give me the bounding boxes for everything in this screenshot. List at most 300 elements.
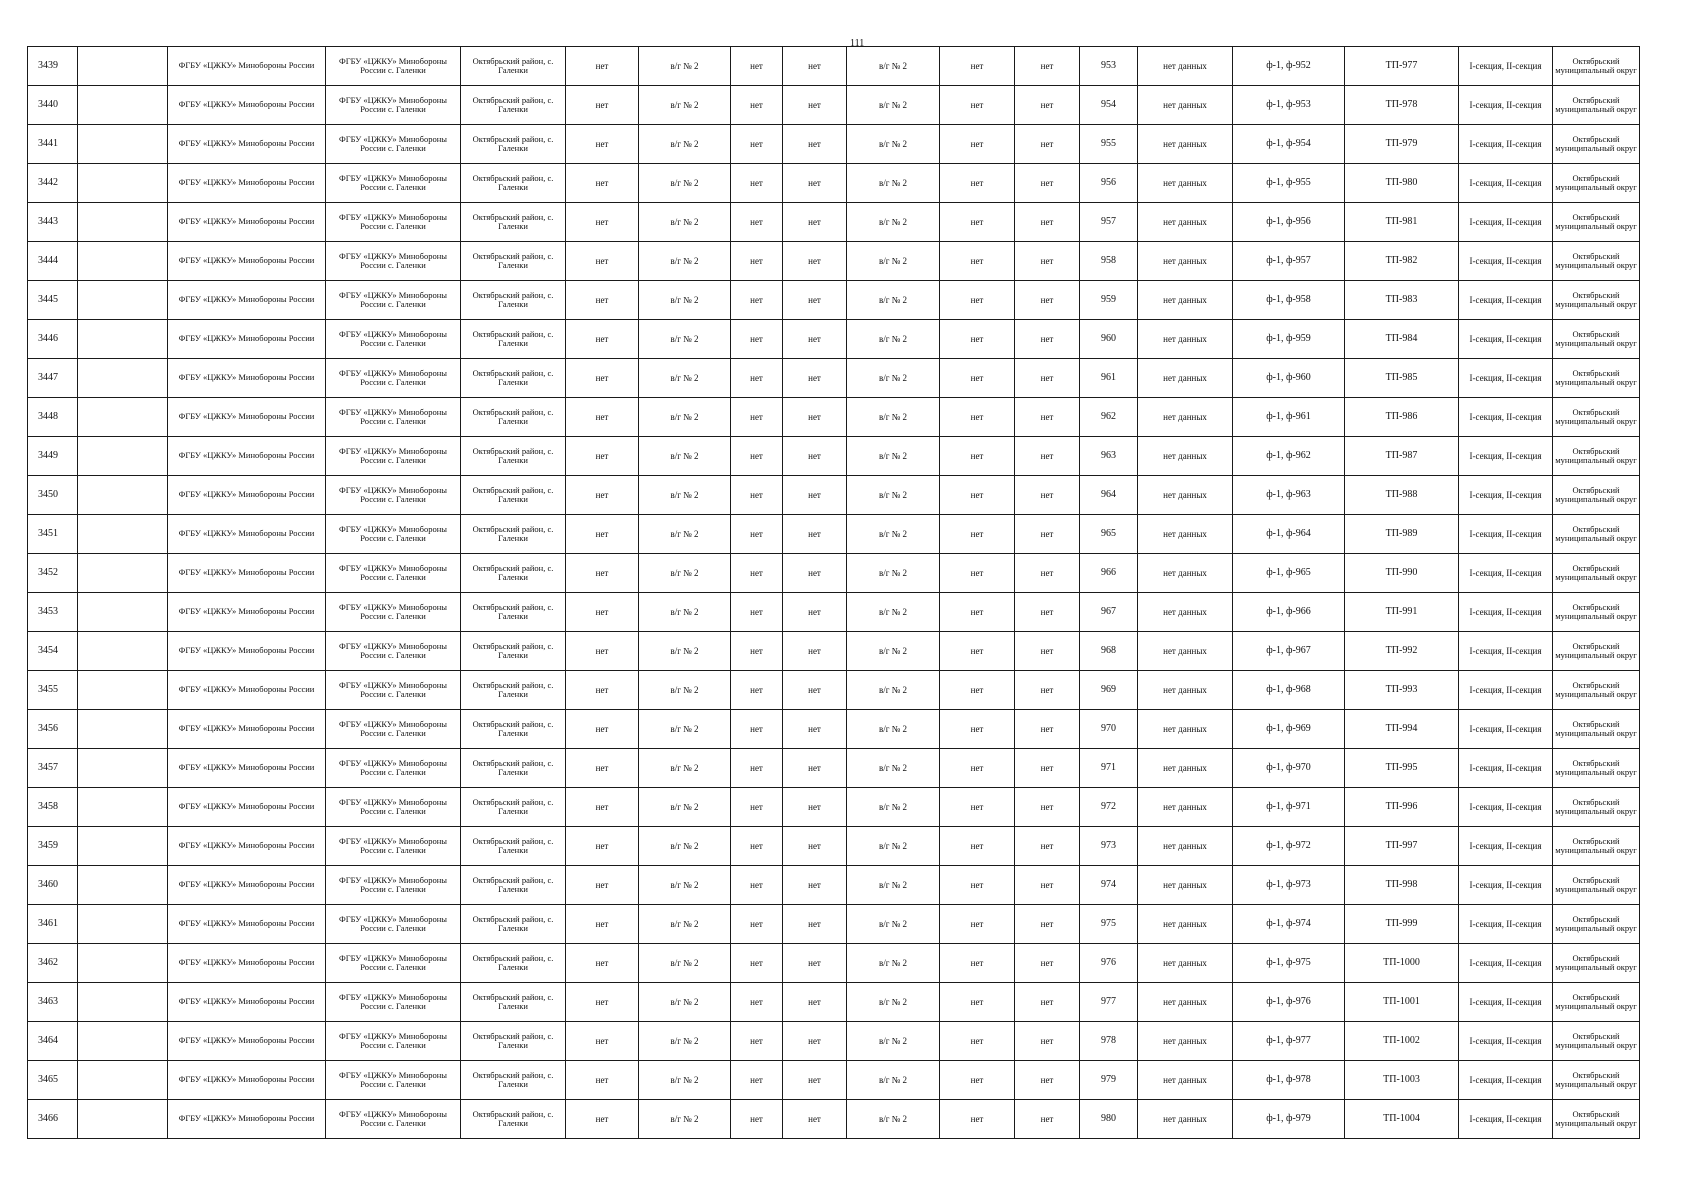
military-town-cell-2: в/г № 2 xyxy=(847,47,940,86)
blank-cell xyxy=(78,827,168,866)
operator-cell: ФГБУ «ЦЖКУ» Минобороны России с. Галенки xyxy=(326,476,461,515)
military-town-cell-1: в/г № 2 xyxy=(639,710,731,749)
municipal-district-cell: Октябрьский муниципальный округ xyxy=(1553,125,1640,164)
flag-cell-3: нет xyxy=(783,359,847,398)
military-town-cell-1: в/г № 2 xyxy=(639,86,731,125)
flag-cell-5: нет xyxy=(1015,242,1080,281)
blank-cell xyxy=(78,203,168,242)
flag-cell-4: нет xyxy=(940,320,1015,359)
blank-cell xyxy=(78,944,168,983)
address-cell: Октябрьский район, с. Галенки xyxy=(461,398,566,437)
object-number-cell: 974 xyxy=(1080,866,1138,905)
owner-cell: ФГБУ «ЦЖКУ» Минобороны России xyxy=(168,1022,326,1061)
flag-cell-1: нет xyxy=(566,164,639,203)
flag-cell-4: нет xyxy=(940,125,1015,164)
section-cell: I-секция, II-секция xyxy=(1459,788,1553,827)
data-status-cell: нет данных xyxy=(1138,749,1233,788)
table-row xyxy=(28,554,1640,593)
military-town-cell-1: в/г № 2 xyxy=(639,281,731,320)
flag-cell-2: нет xyxy=(731,125,783,164)
blank-cell xyxy=(78,164,168,203)
military-town-cell-1: в/г № 2 xyxy=(639,1100,731,1139)
substation-cell: ТП-989 xyxy=(1345,515,1459,554)
data-status-cell: нет данных xyxy=(1138,242,1233,281)
flag-cell-2: нет xyxy=(731,632,783,671)
military-town-cell-2: в/г № 2 xyxy=(847,281,940,320)
object-number-cell: 979 xyxy=(1080,1061,1138,1100)
municipal-district-cell: Октябрьский муниципальный округ xyxy=(1553,203,1640,242)
feeder-cell: ф-1, ф-961 xyxy=(1233,398,1345,437)
operator-cell: ФГБУ «ЦЖКУ» Минобороны России с. Галенки xyxy=(326,242,461,281)
flag-cell-4: нет xyxy=(940,1100,1015,1139)
owner-cell: ФГБУ «ЦЖКУ» Минобороны России xyxy=(168,164,326,203)
section-cell: I-секция, II-секция xyxy=(1459,203,1553,242)
table-row xyxy=(28,1022,1640,1061)
record-number-cell: 3460 xyxy=(28,866,78,905)
address-cell: Октябрьский район, с. Галенки xyxy=(461,86,566,125)
address-cell: Октябрьский район, с. Галенки xyxy=(461,164,566,203)
blank-cell xyxy=(78,749,168,788)
municipal-district-cell: Октябрьский муниципальный округ xyxy=(1553,632,1640,671)
flag-cell-4: нет xyxy=(940,827,1015,866)
section-cell: I-секция, II-секция xyxy=(1459,476,1553,515)
blank-cell xyxy=(78,281,168,320)
blank-cell xyxy=(78,671,168,710)
record-number-cell: 3448 xyxy=(28,398,78,437)
flag-cell-1: нет xyxy=(566,593,639,632)
data-status-cell: нет данных xyxy=(1138,476,1233,515)
record-number-cell: 3459 xyxy=(28,827,78,866)
feeder-cell: ф-1, ф-979 xyxy=(1233,1100,1345,1139)
substation-cell: ТП-1000 xyxy=(1345,944,1459,983)
section-cell: I-секция, II-секция xyxy=(1459,944,1553,983)
flag-cell-5: нет xyxy=(1015,281,1080,320)
flag-cell-3: нет xyxy=(783,671,847,710)
military-town-cell-2: в/г № 2 xyxy=(847,398,940,437)
substation-cell: ТП-990 xyxy=(1345,554,1459,593)
military-town-cell-1: в/г № 2 xyxy=(639,632,731,671)
operator-cell: ФГБУ «ЦЖКУ» Минобороны России с. Галенки xyxy=(326,866,461,905)
flag-cell-4: нет xyxy=(940,164,1015,203)
flag-cell-2: нет xyxy=(731,749,783,788)
flag-cell-2: нет xyxy=(731,281,783,320)
record-number-cell: 3442 xyxy=(28,164,78,203)
feeder-cell: ф-1, ф-957 xyxy=(1233,242,1345,281)
flag-cell-4: нет xyxy=(940,281,1015,320)
municipal-district-cell: Октябрьский муниципальный округ xyxy=(1553,437,1640,476)
object-number-cell: 954 xyxy=(1080,86,1138,125)
feeder-cell: ф-1, ф-952 xyxy=(1233,47,1345,86)
flag-cell-3: нет xyxy=(783,1022,847,1061)
flag-cell-4: нет xyxy=(940,1022,1015,1061)
flag-cell-1: нет xyxy=(566,866,639,905)
section-cell: I-секция, II-секция xyxy=(1459,125,1553,164)
feeder-cell: ф-1, ф-977 xyxy=(1233,1022,1345,1061)
feeder-cell: ф-1, ф-967 xyxy=(1233,632,1345,671)
blank-cell xyxy=(78,983,168,1022)
feeder-cell: ф-1, ф-974 xyxy=(1233,905,1345,944)
section-cell: I-секция, II-секция xyxy=(1459,632,1553,671)
flag-cell-5: нет xyxy=(1015,125,1080,164)
object-number-cell: 966 xyxy=(1080,554,1138,593)
operator-cell: ФГБУ «ЦЖКУ» Минобороны России с. Галенки xyxy=(326,359,461,398)
flag-cell-4: нет xyxy=(940,515,1015,554)
municipal-district-cell: Октябрьский муниципальный округ xyxy=(1553,515,1640,554)
object-number-cell: 969 xyxy=(1080,671,1138,710)
table-row xyxy=(28,866,1640,905)
object-number-cell: 956 xyxy=(1080,164,1138,203)
owner-cell: ФГБУ «ЦЖКУ» Минобороны России xyxy=(168,593,326,632)
section-cell: I-секция, II-секция xyxy=(1459,164,1553,203)
record-number-cell: 3447 xyxy=(28,359,78,398)
flag-cell-2: нет xyxy=(731,476,783,515)
operator-cell: ФГБУ «ЦЖКУ» Минобороны России с. Галенки xyxy=(326,632,461,671)
operator-cell: ФГБУ «ЦЖКУ» Минобороны России с. Галенки xyxy=(326,203,461,242)
record-number-cell: 3457 xyxy=(28,749,78,788)
table-row xyxy=(28,632,1640,671)
substation-cell: ТП-980 xyxy=(1345,164,1459,203)
flag-cell-2: нет xyxy=(731,320,783,359)
owner-cell: ФГБУ «ЦЖКУ» Минобороны России xyxy=(168,1100,326,1139)
military-town-cell-1: в/г № 2 xyxy=(639,866,731,905)
military-town-cell-1: в/г № 2 xyxy=(639,203,731,242)
table-row xyxy=(28,437,1640,476)
owner-cell: ФГБУ «ЦЖКУ» Минобороны России xyxy=(168,47,326,86)
section-cell: I-секция, II-секция xyxy=(1459,749,1553,788)
blank-cell xyxy=(78,437,168,476)
record-number-cell: 3440 xyxy=(28,86,78,125)
section-cell: I-секция, II-секция xyxy=(1459,593,1553,632)
owner-cell: ФГБУ «ЦЖКУ» Минобороны России xyxy=(168,710,326,749)
address-cell: Октябрьский район, с. Галенки xyxy=(461,242,566,281)
feeder-cell: ф-1, ф-969 xyxy=(1233,710,1345,749)
flag-cell-1: нет xyxy=(566,827,639,866)
address-cell: Октябрьский район, с. Галенки xyxy=(461,203,566,242)
feeder-cell: ф-1, ф-953 xyxy=(1233,86,1345,125)
military-town-cell-1: в/г № 2 xyxy=(639,749,731,788)
flag-cell-3: нет xyxy=(783,827,847,866)
substation-cell: ТП-994 xyxy=(1345,710,1459,749)
blank-cell xyxy=(78,320,168,359)
owner-cell: ФГБУ «ЦЖКУ» Минобороны России xyxy=(168,749,326,788)
flag-cell-1: нет xyxy=(566,437,639,476)
flag-cell-2: нет xyxy=(731,905,783,944)
flag-cell-1: нет xyxy=(566,983,639,1022)
military-town-cell-2: в/г № 2 xyxy=(847,788,940,827)
blank-cell xyxy=(78,476,168,515)
record-number-cell: 3450 xyxy=(28,476,78,515)
record-number-cell: 3458 xyxy=(28,788,78,827)
feeder-cell: ф-1, ф-962 xyxy=(1233,437,1345,476)
municipal-district-cell: Октябрьский муниципальный округ xyxy=(1553,320,1640,359)
flag-cell-1: нет xyxy=(566,398,639,437)
table-row xyxy=(28,1100,1640,1139)
flag-cell-2: нет xyxy=(731,203,783,242)
blank-cell xyxy=(78,710,168,749)
flag-cell-3: нет xyxy=(783,749,847,788)
record-number-cell: 3466 xyxy=(28,1100,78,1139)
flag-cell-2: нет xyxy=(731,164,783,203)
object-number-cell: 971 xyxy=(1080,749,1138,788)
object-number-cell: 973 xyxy=(1080,827,1138,866)
feeder-cell: ф-1, ф-966 xyxy=(1233,593,1345,632)
record-number-cell: 3464 xyxy=(28,1022,78,1061)
operator-cell: ФГБУ «ЦЖКУ» Минобороны России с. Галенки xyxy=(326,983,461,1022)
operator-cell: ФГБУ «ЦЖКУ» Минобороны России с. Галенки xyxy=(326,827,461,866)
address-cell: Октябрьский район, с. Галенки xyxy=(461,359,566,398)
table-row xyxy=(28,788,1640,827)
military-town-cell-1: в/г № 2 xyxy=(639,437,731,476)
flag-cell-1: нет xyxy=(566,203,639,242)
owner-cell: ФГБУ «ЦЖКУ» Минобороны России xyxy=(168,788,326,827)
owner-cell: ФГБУ «ЦЖКУ» Минобороны России xyxy=(168,320,326,359)
section-cell: I-секция, II-секция xyxy=(1459,554,1553,593)
flag-cell-2: нет xyxy=(731,710,783,749)
operator-cell: ФГБУ «ЦЖКУ» Минобороны России с. Галенки xyxy=(326,1022,461,1061)
flag-cell-5: нет xyxy=(1015,710,1080,749)
flag-cell-3: нет xyxy=(783,476,847,515)
address-cell: Октябрьский район, с. Галенки xyxy=(461,710,566,749)
data-status-cell: нет данных xyxy=(1138,593,1233,632)
section-cell: I-секция, II-секция xyxy=(1459,437,1553,476)
military-town-cell-2: в/г № 2 xyxy=(847,1022,940,1061)
municipal-district-cell: Октябрьский муниципальный округ xyxy=(1553,47,1640,86)
address-cell: Октябрьский район, с. Галенки xyxy=(461,1100,566,1139)
table-row xyxy=(28,86,1640,125)
object-number-cell: 970 xyxy=(1080,710,1138,749)
flag-cell-3: нет xyxy=(783,710,847,749)
address-cell: Октябрьский район, с. Галенки xyxy=(461,944,566,983)
military-town-cell-1: в/г № 2 xyxy=(639,125,731,164)
record-number-cell: 3452 xyxy=(28,554,78,593)
record-number-cell: 3455 xyxy=(28,671,78,710)
flag-cell-2: нет xyxy=(731,554,783,593)
data-status-cell: нет данных xyxy=(1138,47,1233,86)
flag-cell-5: нет xyxy=(1015,866,1080,905)
register-table-wrapper xyxy=(27,46,1639,1139)
data-status-cell: нет данных xyxy=(1138,437,1233,476)
address-cell: Октябрьский район, с. Галенки xyxy=(461,749,566,788)
military-town-cell-1: в/г № 2 xyxy=(639,944,731,983)
owner-cell: ФГБУ «ЦЖКУ» Минобороны России xyxy=(168,554,326,593)
data-status-cell: нет данных xyxy=(1138,320,1233,359)
military-town-cell-2: в/г № 2 xyxy=(847,203,940,242)
operator-cell: ФГБУ «ЦЖКУ» Минобороны России с. Галенки xyxy=(326,281,461,320)
military-town-cell-2: в/г № 2 xyxy=(847,359,940,398)
military-town-cell-1: в/г № 2 xyxy=(639,983,731,1022)
owner-cell: ФГБУ «ЦЖКУ» Минобороны России xyxy=(168,866,326,905)
blank-cell xyxy=(78,515,168,554)
substation-cell: ТП-988 xyxy=(1345,476,1459,515)
substation-cell: ТП-983 xyxy=(1345,281,1459,320)
operator-cell: ФГБУ «ЦЖКУ» Минобороны России с. Галенки xyxy=(326,515,461,554)
substation-cell: ТП-986 xyxy=(1345,398,1459,437)
blank-cell xyxy=(78,242,168,281)
flag-cell-4: нет xyxy=(940,710,1015,749)
substation-cell: ТП-993 xyxy=(1345,671,1459,710)
data-status-cell: нет данных xyxy=(1138,632,1233,671)
data-status-cell: нет данных xyxy=(1138,905,1233,944)
military-town-cell-1: в/г № 2 xyxy=(639,827,731,866)
record-number-cell: 3463 xyxy=(28,983,78,1022)
military-town-cell-2: в/г № 2 xyxy=(847,1061,940,1100)
record-number-cell: 3445 xyxy=(28,281,78,320)
address-cell: Октябрьский район, с. Галенки xyxy=(461,47,566,86)
flag-cell-1: нет xyxy=(566,359,639,398)
flag-cell-4: нет xyxy=(940,47,1015,86)
municipal-district-cell: Октябрьский муниципальный округ xyxy=(1553,398,1640,437)
operator-cell: ФГБУ «ЦЖКУ» Минобороны России с. Галенки xyxy=(326,86,461,125)
flag-cell-5: нет xyxy=(1015,86,1080,125)
owner-cell: ФГБУ «ЦЖКУ» Минобороны России xyxy=(168,983,326,1022)
military-town-cell-2: в/г № 2 xyxy=(847,710,940,749)
military-town-cell-2: в/г № 2 xyxy=(847,632,940,671)
table-row xyxy=(28,47,1640,86)
object-number-cell: 975 xyxy=(1080,905,1138,944)
section-cell: I-секция, II-секция xyxy=(1459,242,1553,281)
operator-cell: ФГБУ «ЦЖКУ» Минобороны России с. Галенки xyxy=(326,944,461,983)
municipal-district-cell: Октябрьский муниципальный округ xyxy=(1553,1100,1640,1139)
object-number-cell: 958 xyxy=(1080,242,1138,281)
military-town-cell-2: в/г № 2 xyxy=(847,242,940,281)
flag-cell-3: нет xyxy=(783,593,847,632)
flag-cell-5: нет xyxy=(1015,827,1080,866)
operator-cell: ФГБУ «ЦЖКУ» Минобороны России с. Галенки xyxy=(326,1061,461,1100)
flag-cell-5: нет xyxy=(1015,476,1080,515)
object-number-cell: 962 xyxy=(1080,398,1138,437)
record-number-cell: 3456 xyxy=(28,710,78,749)
substation-cell: ТП-1004 xyxy=(1345,1100,1459,1139)
address-cell: Октябрьский район, с. Галенки xyxy=(461,593,566,632)
flag-cell-1: нет xyxy=(566,671,639,710)
object-number-cell: 959 xyxy=(1080,281,1138,320)
owner-cell: ФГБУ «ЦЖКУ» Минобороны России xyxy=(168,476,326,515)
flag-cell-1: нет xyxy=(566,749,639,788)
flag-cell-3: нет xyxy=(783,632,847,671)
owner-cell: ФГБУ «ЦЖКУ» Минобороны России xyxy=(168,437,326,476)
owner-cell: ФГБУ «ЦЖКУ» Минобороны России xyxy=(168,281,326,320)
flag-cell-3: нет xyxy=(783,164,847,203)
flag-cell-4: нет xyxy=(940,749,1015,788)
flag-cell-4: нет xyxy=(940,359,1015,398)
blank-cell xyxy=(78,788,168,827)
substation-cell: ТП-981 xyxy=(1345,203,1459,242)
feeder-cell: ф-1, ф-959 xyxy=(1233,320,1345,359)
record-number-cell: 3454 xyxy=(28,632,78,671)
flag-cell-3: нет xyxy=(783,515,847,554)
military-town-cell-1: в/г № 2 xyxy=(639,671,731,710)
owner-cell: ФГБУ «ЦЖКУ» Минобороны России xyxy=(168,671,326,710)
section-cell: I-секция, II-секция xyxy=(1459,515,1553,554)
section-cell: I-секция, II-секция xyxy=(1459,710,1553,749)
object-number-cell: 957 xyxy=(1080,203,1138,242)
military-town-cell-1: в/г № 2 xyxy=(639,476,731,515)
military-town-cell-2: в/г № 2 xyxy=(847,1100,940,1139)
blank-cell xyxy=(78,125,168,164)
substation-cell: ТП-1003 xyxy=(1345,1061,1459,1100)
flag-cell-5: нет xyxy=(1015,632,1080,671)
municipal-district-cell: Октябрьский муниципальный округ xyxy=(1553,164,1640,203)
record-number-cell: 3462 xyxy=(28,944,78,983)
table-row xyxy=(28,671,1640,710)
table-row xyxy=(28,515,1640,554)
flag-cell-2: нет xyxy=(731,1061,783,1100)
substation-cell: ТП-996 xyxy=(1345,788,1459,827)
flag-cell-2: нет xyxy=(731,1022,783,1061)
substation-cell: ТП-1001 xyxy=(1345,983,1459,1022)
substation-cell: ТП-984 xyxy=(1345,320,1459,359)
flag-cell-2: нет xyxy=(731,671,783,710)
feeder-cell: ф-1, ф-954 xyxy=(1233,125,1345,164)
feeder-cell: ф-1, ф-960 xyxy=(1233,359,1345,398)
flag-cell-5: нет xyxy=(1015,47,1080,86)
section-cell: I-секция, II-секция xyxy=(1459,1100,1553,1139)
flag-cell-3: нет xyxy=(783,1100,847,1139)
flag-cell-2: нет xyxy=(731,827,783,866)
flag-cell-4: нет xyxy=(940,983,1015,1022)
data-status-cell: нет данных xyxy=(1138,827,1233,866)
flag-cell-1: нет xyxy=(566,905,639,944)
flag-cell-5: нет xyxy=(1015,593,1080,632)
table-row xyxy=(28,125,1640,164)
municipal-district-cell: Октябрьский муниципальный округ xyxy=(1553,788,1640,827)
section-cell: I-секция, II-секция xyxy=(1459,281,1553,320)
table-row xyxy=(28,164,1640,203)
substation-cell: ТП-999 xyxy=(1345,905,1459,944)
table-row xyxy=(28,476,1640,515)
blank-cell xyxy=(78,47,168,86)
operator-cell: ФГБУ «ЦЖКУ» Минобороны России с. Галенки xyxy=(326,164,461,203)
military-town-cell-1: в/г № 2 xyxy=(639,788,731,827)
municipal-district-cell: Октябрьский муниципальный округ xyxy=(1553,905,1640,944)
flag-cell-4: нет xyxy=(940,476,1015,515)
data-status-cell: нет данных xyxy=(1138,944,1233,983)
flag-cell-1: нет xyxy=(566,476,639,515)
flag-cell-5: нет xyxy=(1015,437,1080,476)
address-cell: Октябрьский район, с. Галенки xyxy=(461,788,566,827)
military-town-cell-1: в/г № 2 xyxy=(639,1061,731,1100)
military-town-cell-1: в/г № 2 xyxy=(639,1022,731,1061)
record-number-cell: 3461 xyxy=(28,905,78,944)
section-cell: I-секция, II-секция xyxy=(1459,983,1553,1022)
address-cell: Октябрьский район, с. Галенки xyxy=(461,320,566,359)
section-cell: I-секция, II-секция xyxy=(1459,905,1553,944)
data-status-cell: нет данных xyxy=(1138,125,1233,164)
flag-cell-2: нет xyxy=(731,788,783,827)
data-status-cell: нет данных xyxy=(1138,359,1233,398)
municipal-district-cell: Октябрьский муниципальный округ xyxy=(1553,944,1640,983)
flag-cell-4: нет xyxy=(940,944,1015,983)
flag-cell-5: нет xyxy=(1015,749,1080,788)
municipal-district-cell: Октябрьский муниципальный округ xyxy=(1553,827,1640,866)
feeder-cell: ф-1, ф-958 xyxy=(1233,281,1345,320)
object-number-cell: 968 xyxy=(1080,632,1138,671)
flag-cell-3: нет xyxy=(783,203,847,242)
flag-cell-4: нет xyxy=(940,86,1015,125)
military-town-cell-1: в/г № 2 xyxy=(639,515,731,554)
flag-cell-5: нет xyxy=(1015,164,1080,203)
flag-cell-1: нет xyxy=(566,515,639,554)
object-number-cell: 960 xyxy=(1080,320,1138,359)
substation-cell: ТП-997 xyxy=(1345,827,1459,866)
military-town-cell-2: в/г № 2 xyxy=(847,944,940,983)
record-number-cell: 3451 xyxy=(28,515,78,554)
flag-cell-2: нет xyxy=(731,515,783,554)
blank-cell xyxy=(78,866,168,905)
flag-cell-4: нет xyxy=(940,671,1015,710)
military-town-cell-1: в/г № 2 xyxy=(639,164,731,203)
blank-cell xyxy=(78,86,168,125)
